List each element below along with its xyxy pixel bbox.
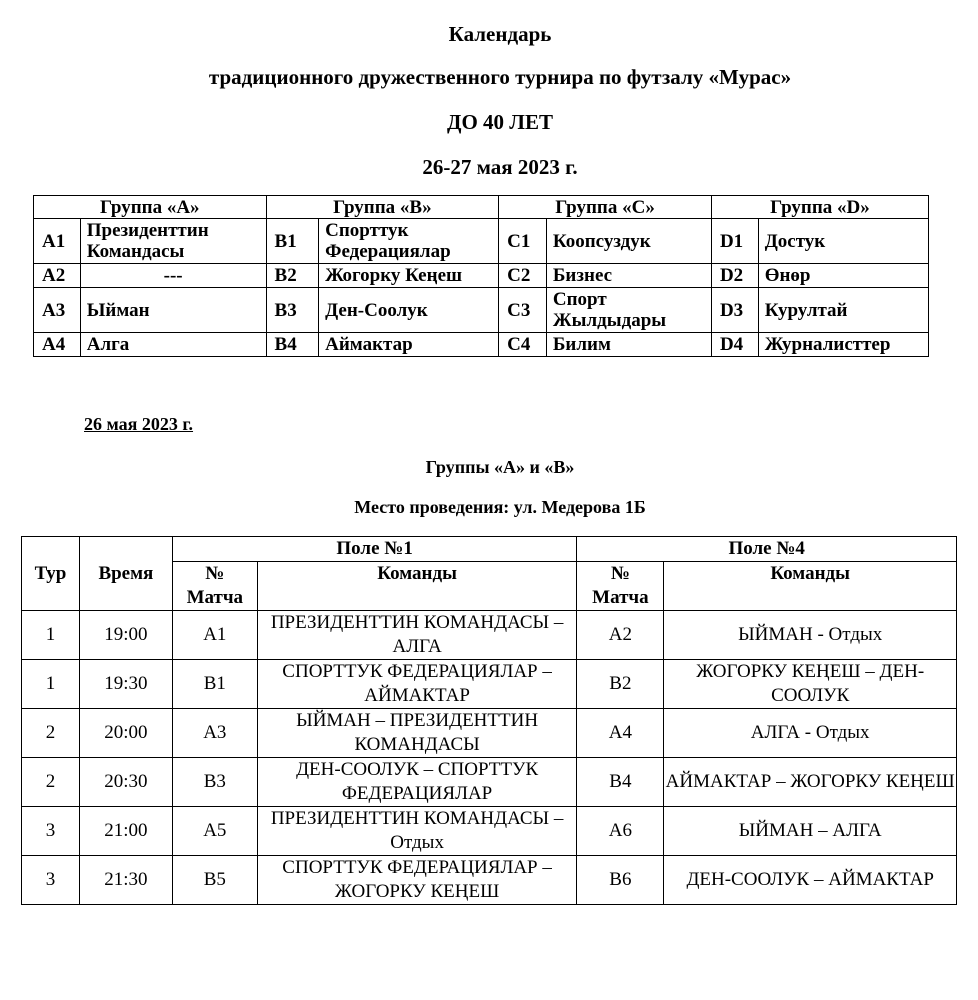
teams-cell: ЫЙМАН – АЛГА: [664, 807, 957, 856]
teams-cell: ПРЕЗИДЕНТТИН КОМАНДАСЫ – АЛГА: [257, 611, 577, 660]
team-name: Жогорку Кеңеш: [319, 264, 499, 288]
col-time-header: Время: [79, 537, 172, 611]
group-d-header: Группа «D»: [711, 196, 928, 219]
team-name: ---: [80, 264, 266, 288]
team-code: А3: [34, 288, 81, 333]
team-code: А4: [34, 333, 81, 357]
col-teams-header: Команды: [664, 562, 957, 611]
time-cell: 19:30: [79, 660, 172, 709]
team-name: Ыйман: [80, 288, 266, 333]
group-row: [34, 219, 929, 264]
tour-cell: 3: [22, 856, 80, 905]
table-row: [22, 856, 957, 905]
match-label: Матча: [592, 587, 649, 608]
group-row: [34, 333, 929, 357]
team-name: Бизнес: [546, 264, 711, 288]
time-cell: 20:00: [79, 709, 172, 758]
time-cell: 19:00: [79, 611, 172, 660]
team-name: Курултай: [758, 288, 928, 333]
match-no-cell: А3: [172, 709, 257, 758]
team-name: Билим: [546, 333, 711, 357]
tour-cell: 2: [22, 758, 80, 807]
teams-cell: ЖОГОРКУ КЕҢЕШ – ДЕН-СООЛУК: [664, 660, 957, 709]
tour-cell: 1: [22, 611, 80, 660]
group-row: [34, 288, 929, 333]
teams-cell: ДЕН-СООЛУК – СПОРТТУК ФЕДЕРАЦИЯЛАР: [257, 758, 577, 807]
venue-label: Место проведения: ул. Медерова 1Б: [354, 497, 646, 517]
team-name: Коопсуздук: [546, 219, 711, 264]
team-name: Журналисттер: [758, 333, 928, 357]
team-name: Ден-Соолук: [319, 288, 499, 333]
team-name: Аймактар: [319, 333, 499, 357]
teams-cell: ПРЕЗИДЕНТТИН КОМАНДАСЫ – Отдых: [257, 807, 577, 856]
team-name: Алга: [80, 333, 266, 357]
number-sign: №: [610, 563, 630, 584]
number-sign: №: [205, 563, 225, 584]
groups-table: [33, 195, 929, 357]
table-row: [22, 807, 957, 856]
time-cell: 21:00: [79, 807, 172, 856]
match-no-cell: В6: [577, 856, 664, 905]
table-row: [22, 758, 957, 807]
tour-cell: 3: [22, 807, 80, 856]
group-b-header: Группа «В»: [266, 196, 499, 219]
team-code: С3: [499, 288, 547, 333]
teams-cell: СПОРТТУК ФЕДЕРАЦИЯЛАР – ЖОГОРКУ КЕҢЕШ: [257, 856, 577, 905]
day-groups-label: Группы «А» и «В»: [425, 457, 575, 477]
field4-header: Поле №4: [577, 537, 957, 562]
tour-cell: 1: [22, 660, 80, 709]
tournament-dates: 26-27 мая 2023 г.: [422, 155, 578, 179]
match-no-cell: А6: [577, 807, 664, 856]
match-no-cell: В2: [577, 660, 664, 709]
match-no-cell: В3: [172, 758, 257, 807]
team-code: С4: [499, 333, 547, 357]
match-schedule-table: [21, 536, 957, 905]
tournament-name: традиционного дружественного турнира по футзалу «Мурас»: [208, 65, 792, 89]
col-tour-header: Тур: [22, 537, 80, 611]
time-cell: 21:30: [79, 856, 172, 905]
team-code: D4: [711, 333, 758, 357]
day-date: 26 мая 2023 г.: [84, 414, 194, 434]
team-code: В2: [266, 264, 319, 288]
group-c-header: Группа «С»: [499, 196, 712, 219]
team-code: С1: [499, 219, 547, 264]
match-label: Матча: [186, 587, 244, 608]
match-no-cell: А5: [172, 807, 257, 856]
match-no-cell: А2: [577, 611, 664, 660]
col-match-no-header: [577, 562, 664, 611]
field1-header: Поле №1: [172, 537, 577, 562]
teams-cell: ДЕН-СООЛУК – АЙМАКТАР: [664, 856, 957, 905]
table-row: [22, 709, 957, 758]
team-name: Достук: [758, 219, 928, 264]
time-cell: 20:30: [79, 758, 172, 807]
teams-cell: АЛГА - Отдых: [664, 709, 957, 758]
team-code: В1: [266, 219, 319, 264]
team-code: D1: [711, 219, 758, 264]
team-name: Спорт Жылдыдары: [546, 288, 711, 333]
col-teams-header: Команды: [257, 562, 577, 611]
team-code: В4: [266, 333, 319, 357]
col-match-no-header: [172, 562, 257, 611]
team-code: А2: [34, 264, 81, 288]
table-row: [22, 611, 957, 660]
team-code: D2: [711, 264, 758, 288]
document-title: Календарь: [448, 22, 552, 46]
team-name: Президенттин Командасы: [80, 219, 266, 264]
teams-cell: ЫЙМАН – ПРЕЗИДЕНТТИН КОМАНДАСЫ: [257, 709, 577, 758]
team-code: С2: [499, 264, 547, 288]
match-no-cell: А1: [172, 611, 257, 660]
group-a-header: Группа «А»: [34, 196, 267, 219]
match-no-cell: А4: [577, 709, 664, 758]
table-row: [22, 660, 957, 709]
teams-cell: АЙМАКТАР – ЖОГОРКУ КЕҢЕШ: [664, 758, 957, 807]
teams-cell: ЫЙМАН - Отдых: [664, 611, 957, 660]
team-code: А1: [34, 219, 81, 264]
match-no-cell: В1: [172, 660, 257, 709]
team-code: D3: [711, 288, 758, 333]
team-name: Спорттук Федерациялар: [319, 219, 499, 264]
age-category: ДО 40 ЛЕТ: [447, 110, 553, 134]
team-code: В3: [266, 288, 319, 333]
match-no-cell: В5: [172, 856, 257, 905]
tour-cell: 2: [22, 709, 80, 758]
group-row: [34, 264, 929, 288]
team-name: Өнөр: [758, 264, 928, 288]
teams-cell: СПОРТТУК ФЕДЕРАЦИЯЛАР – АЙМАКТАР: [257, 660, 577, 709]
match-no-cell: В4: [577, 758, 664, 807]
